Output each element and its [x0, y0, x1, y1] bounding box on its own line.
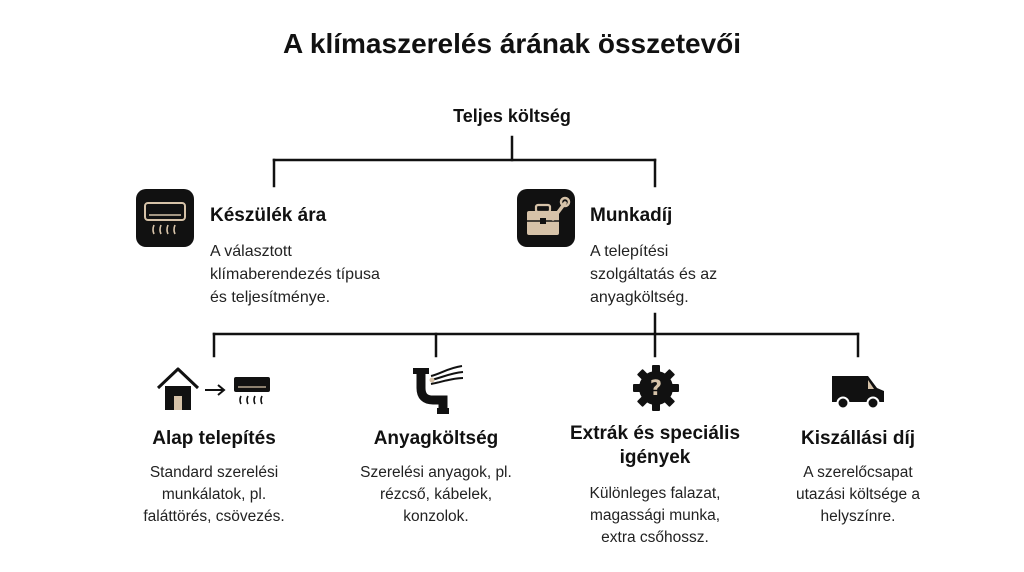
basic-installation-description: Standard szerelési munkálatok, pl. faláttörés, csövezés. [143, 464, 285, 525]
labor-cost-title: Munkadíj [590, 205, 673, 226]
page-title: A klímaszerelés árának összetevői [282, 28, 742, 59]
svg-text:?: ? [649, 376, 663, 400]
root-node-label: Teljes költség [453, 106, 571, 126]
toolbox-wrench-icon [517, 189, 575, 247]
pipe-cable-icon [410, 364, 466, 416]
material-cost-description: Szerelési anyagok, pl. rézcső, kábelek, konzolok. [360, 464, 512, 525]
labor-cost-description: A telepítési szolgáltatás és az anyagköltség. [590, 243, 718, 306]
basic-installation-title: Alap telepítés [152, 428, 276, 449]
extras-title: Extrák és speciális igények [569, 423, 741, 468]
device-price-description: A választott klímaberendezés típusa és teljesítménye. [210, 243, 380, 306]
travel-fee-description: A szerelőcsapat utazási költsége a helyszínre. [795, 464, 921, 525]
house-to-ac-icon [155, 364, 275, 414]
material-cost-title: Anyagköltség [373, 428, 499, 449]
travel-fee-title: Kiszállási díj [800, 428, 916, 449]
device-price-title: Készülék ára [210, 205, 327, 226]
van-icon [830, 370, 886, 410]
air-conditioner-icon [136, 189, 194, 247]
extras-description: Különleges falazat, magassági munka, extra csőhossz. [589, 485, 721, 546]
gear-question-icon [632, 364, 680, 412]
